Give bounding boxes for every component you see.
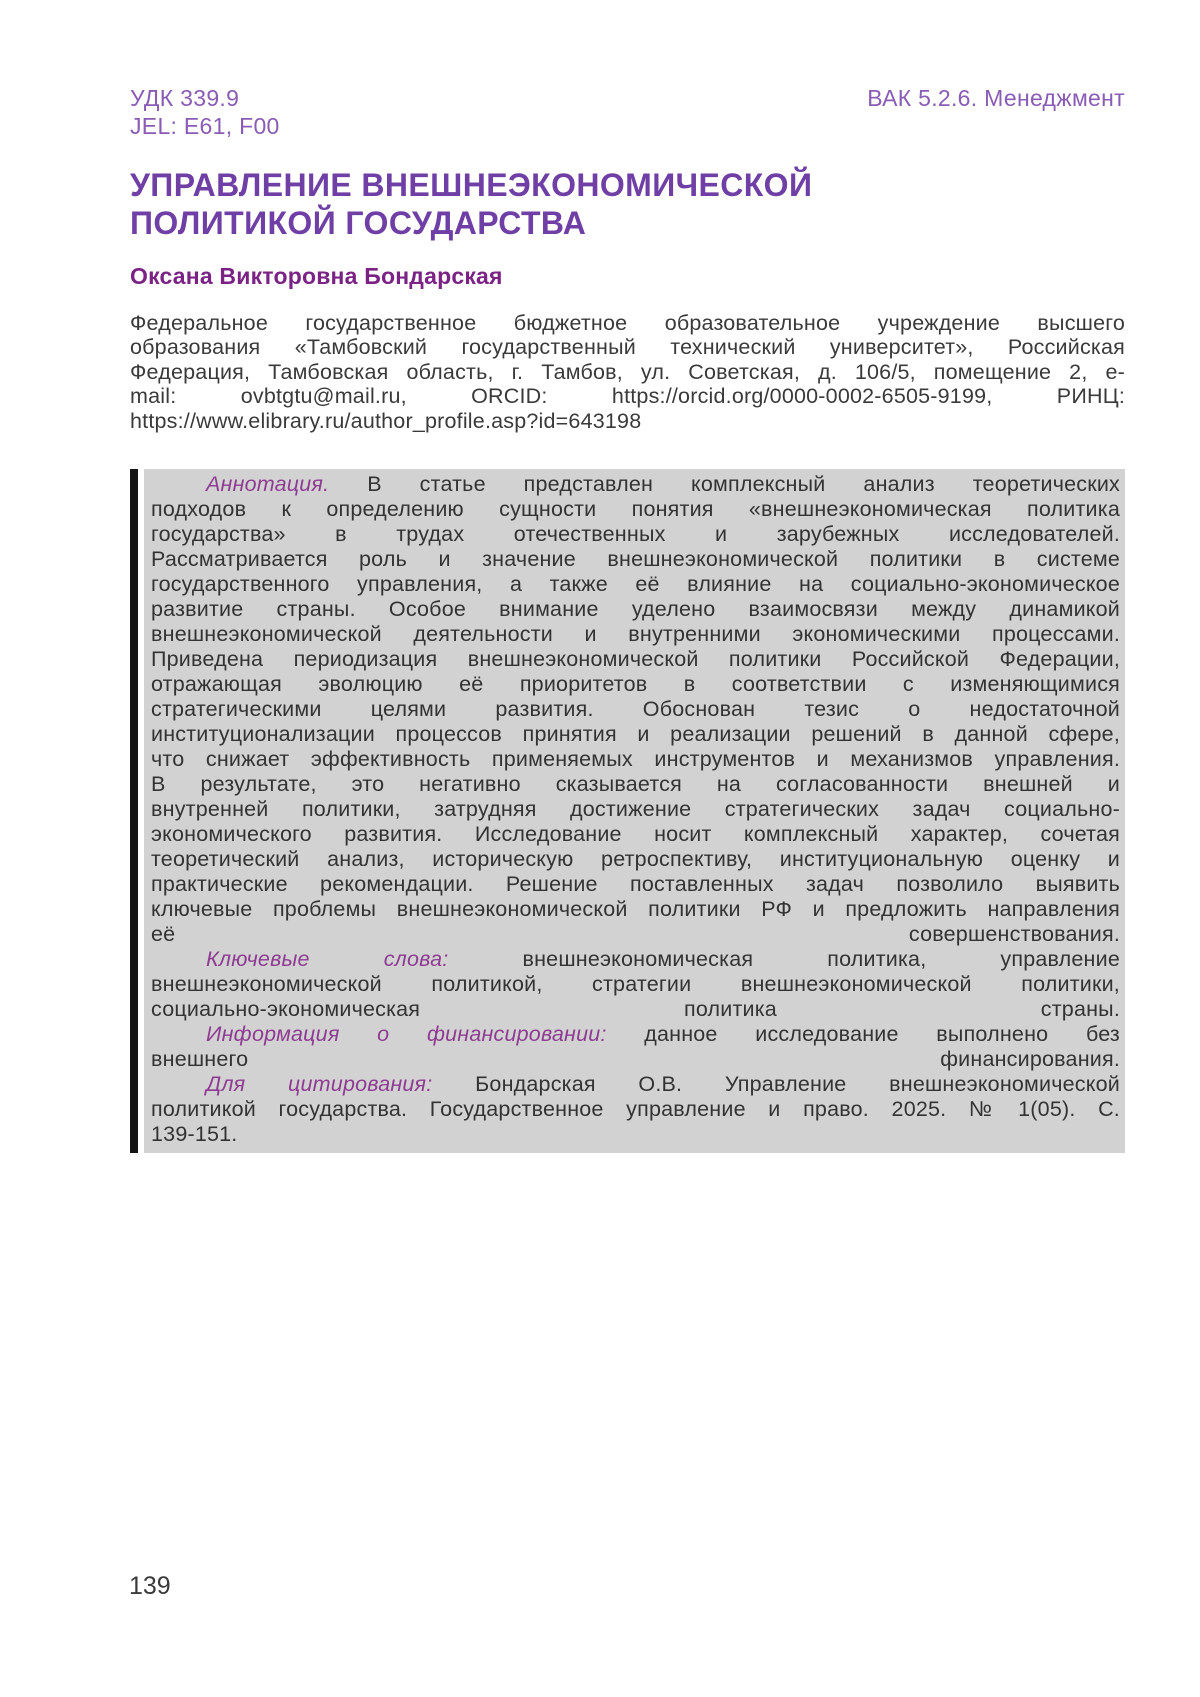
citation-paragraph <box>151 1072 1120 1147</box>
classification-codes <box>130 84 280 140</box>
abstract-paragraph <box>151 472 1120 947</box>
keywords-text: внешнеэкономическая политика, управление внешнеэкономической политикой, стратегии внешнеэкономической политики, социально-экономическая политика страны. <box>151 947 1120 1022</box>
citation-label: Для цитирования: <box>206 1072 433 1097</box>
vak-code: ВАК 5.2.6. Менеджмент <box>867 85 1125 111</box>
abstract-label: Аннотация. <box>206 472 330 497</box>
jel-code: JEL: E61, F00 <box>130 113 280 140</box>
funding-paragraph <box>151 1022 1120 1072</box>
abstract-accent-bar <box>130 469 138 1153</box>
keywords-paragraph <box>151 947 1120 1022</box>
funding-text: данное исследование выполнено без внешнего финансирования. <box>151 1022 1120 1072</box>
keywords-label: Ключевые слова: <box>206 947 449 972</box>
udc-code: УДК 339.9 <box>130 85 240 111</box>
author-affiliation: Федеральное государственное бюджетное образовательное учреждение высшего образования «Тамбовский государственный технический университет», Российская Федерация, Тамбовская область, г. Тамбов, ул. Советская, д. 106/5, помещение 2, e-mail: ovbtgtu@mail.ru, ORCID: https://orcid.org/0000-0002-6505-9199, РИНЦ: https://www.elibrary.ru/author_profile.asp?id=643198 <box>130 310 1125 433</box>
abstract-text: В статье представлен комплексный анализ теоретических подходов к определению сущности понятия «внешнеэкономическая политика государства» в трудах отечественных и зарубежных исследователей. Рассматривается роль и значение внешнеэкономической политики в системе государственного управления, а также её влияние на социально-экономическое развитие страны. Особое внимание уделено взаимосвязи между динамикой внешнеэкономической деятельности и внутренними экономическими процессами. Приведена периодизация внешнеэкономической политики Российской Федерации, отражающая эволюцию её приоритетов в соответствии с изменяющимися стратегическими целями развития. Обоснован тезис о недостаточной институционализации процессов принятия и реализации решений в данной сфере, что снижает эффективность применяемых инструментов и механизмов управления. В результате, это негативно сказывается на согласованности внешней и внутренней политики, затрудняя достижение стратегических задач социально-экономического развития. Исследование носит комплексный характер, сочетая теоретический анализ, историческую ретроспективу, институциональную оценку и практические рекомендации. Решение поставленных задач позволило выявить ключевые проблемы внешнеэкономической политики РФ и предложить направления её совершенствования. <box>151 472 1120 947</box>
funding-label: Информация о финансировании: <box>206 1022 607 1047</box>
abstract-block <box>130 469 1125 1153</box>
author-name: Оксана Викторовна Бондарская <box>130 262 503 289</box>
page-header <box>130 84 1125 140</box>
citation-text: Бондарская О.В. Управление внешнеэкономической политикой государства. Государственное управление и право. 2025. № 1(05). С. 139-151. <box>151 1072 1120 1147</box>
article-title: УПРАВЛЕНИЕ ВНЕШНЕЭКОНОМИЧЕСКОЙ ПОЛИТИКОЙ ГОСУДАРСТВА <box>130 167 813 241</box>
page-number: 139 <box>129 1572 171 1600</box>
abstract-body <box>144 469 1125 1153</box>
page-content <box>130 84 1125 1153</box>
